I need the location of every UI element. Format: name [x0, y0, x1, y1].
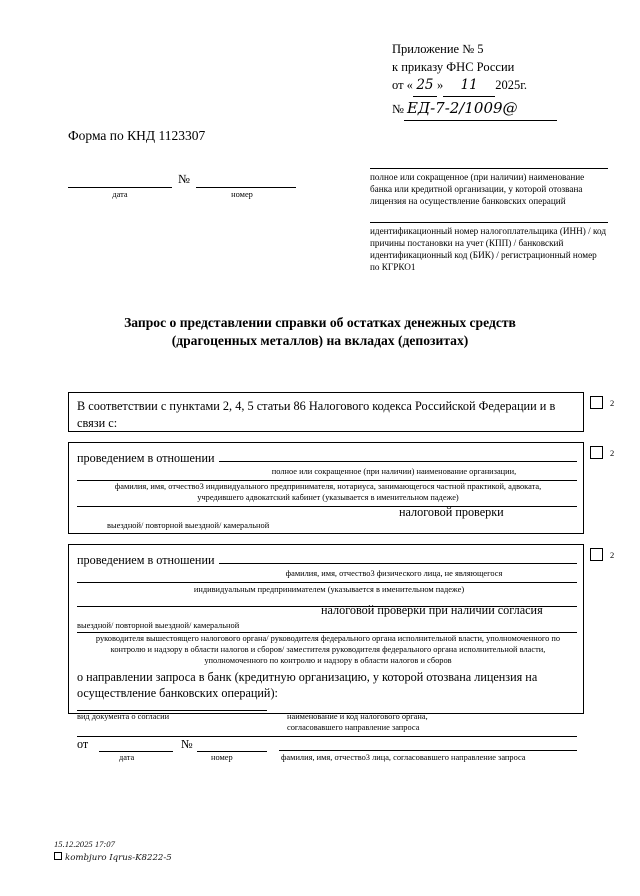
caption-date: дата — [112, 190, 128, 199]
section-2-caption-3: выездной/ повторной выездной/ камеральной — [107, 521, 270, 530]
section-3-caption-8: номер — [211, 753, 233, 762]
section-3-caption-1: фамилия, имя, отчество3 физического лица, не являющегося — [285, 569, 503, 578]
number-value: ЕД-7-2/1009@ — [404, 98, 557, 121]
section-3-consent-doc-input[interactable] — [77, 709, 267, 711]
section-3-caption-2: индивидуальным предпринимателем (указывается в именительном падеже) — [193, 585, 465, 594]
footer-file: kombjuro Iqrus-K8222-5 — [65, 852, 172, 863]
caption-number: номер — [231, 190, 253, 199]
inn-kpp-caption: идентификационный номер налогоплательщика (ИНН) / код причины постановки на учет (КПП) / банковский идентификационный код (БИК) / регистрационный номер по КГРКО1 — [370, 222, 608, 274]
section-3-checkbox[interactable] — [590, 548, 603, 561]
section-2-tail: налоговой проверки — [399, 505, 504, 519]
section-3-divider-1 — [77, 581, 577, 583]
section-3-num-input[interactable] — [197, 750, 267, 752]
section-3-caption-3: выездной/ повторной выездной/ камеральной — [77, 621, 240, 630]
appendix-line-1: Приложение № 5 — [392, 42, 484, 56]
section-3-lead: проведением в отношении — [77, 553, 215, 567]
footer-file-row — [54, 851, 172, 865]
section-2-caption-1: полное или сокращенное (при наличии) наименование организации, — [271, 467, 517, 476]
form-code: Форма по КНД 1123307 — [68, 128, 206, 143]
bank-name-caption: полное или сокращенное (при наличии) наименование банка или кредитной организации, у которой отозвана лицензия на осуществление банковских операций — [370, 168, 608, 207]
section-2-divider-1 — [77, 479, 577, 481]
section-3-lead-row — [77, 550, 577, 568]
section-1-text: В соответствии с пунктами 2, 4, 5 статьи 86 Налогового кодекса Российской Федерации и в связи с: — [77, 399, 556, 430]
section-3-ot-label: от — [77, 737, 89, 751]
section-1-box — [68, 392, 584, 432]
section-2-marker: 2 — [610, 448, 615, 458]
section-2-lead-row — [77, 448, 577, 466]
date-quote-close: » — [436, 78, 444, 93]
date-input[interactable] — [68, 173, 172, 188]
date-number-fields — [68, 172, 308, 201]
section-3-body: о направлении запроса в банк (кредитную организацию, у которой отозвана лицензия на осуществление банковских операций): — [77, 670, 538, 701]
section-3-num-label: № — [181, 737, 193, 751]
section-3-caption-6b: согласовавшего направление запроса — [287, 723, 420, 732]
section-3-divider-3 — [77, 631, 577, 633]
section-3-caption-6a: наименование и код налогового органа, — [287, 712, 428, 721]
date-month-value: 11 — [443, 76, 495, 97]
section-3-caption-4: руководителя вышестоящего налогового органа/ руководителя федерального органа исполнительной власти, уполномоченного по контролю и надзору в области налогов и сборов/ заместителя руководителя федерального органа исполнительной власти, уполномоченного по контролю и надзору в области налогов и сборов — [95, 634, 561, 665]
date-year-value: 2025 — [495, 78, 521, 93]
section-3-caption-5: вид документа о согласии — [77, 712, 170, 721]
number-label: № — [392, 101, 404, 116]
section-3-person-input[interactable] — [219, 550, 577, 564]
footer — [54, 838, 172, 865]
section-3-signer-input[interactable] — [279, 749, 577, 751]
appendix-line-2: к приказу ФНС России — [392, 60, 515, 75]
appendix-date-line — [392, 76, 607, 97]
footer-timestamp: 15.12.2025 17:07 — [54, 839, 115, 849]
date-number-captions — [68, 190, 308, 201]
section-3-date-input[interactable] — [99, 750, 173, 752]
date-suffix: г. — [520, 78, 528, 93]
date-day-value: 25 — [413, 76, 437, 97]
number-input[interactable] — [196, 173, 296, 188]
section-3-box — [68, 544, 584, 762]
number-symbol: № — [178, 172, 190, 186]
section-2-caption-2: фамилия, имя, отчество3 индивидуального предпринимателя, нотариуса, занимающегося частной практикой, адвоката, учредившего адвокатский кабинет (указывается в именительном падеже) — [114, 482, 542, 502]
section-3-divider-4 — [77, 735, 577, 737]
page-icon — [54, 852, 62, 860]
section-2-checkbox[interactable] — [590, 446, 603, 459]
section-1-checkbox[interactable] — [590, 396, 603, 409]
section-2-box — [68, 442, 584, 534]
page-title: Запрос о представлении справки об остатках денежных средств (драгоценных металлов) на вкладах (депозитах) — [124, 315, 516, 349]
section-2-lead: проведением в отношении — [77, 451, 215, 465]
section-3-caption-7: дата — [119, 753, 135, 762]
section-3-tail: налоговой проверки при наличии согласия — [321, 603, 543, 617]
section-1-marker: 2 — [610, 398, 615, 408]
date-prefix: от « — [392, 78, 413, 93]
section-3-marker: 2 — [610, 550, 615, 560]
appendix-number-line — [392, 98, 607, 121]
appendix-block — [392, 40, 607, 121]
section-3-caption-9: фамилия, имя, отчество3 лица, согласовавшего направление запроса — [281, 753, 526, 762]
section-2-org-input[interactable] — [219, 448, 577, 462]
date-number-row — [68, 172, 308, 188]
